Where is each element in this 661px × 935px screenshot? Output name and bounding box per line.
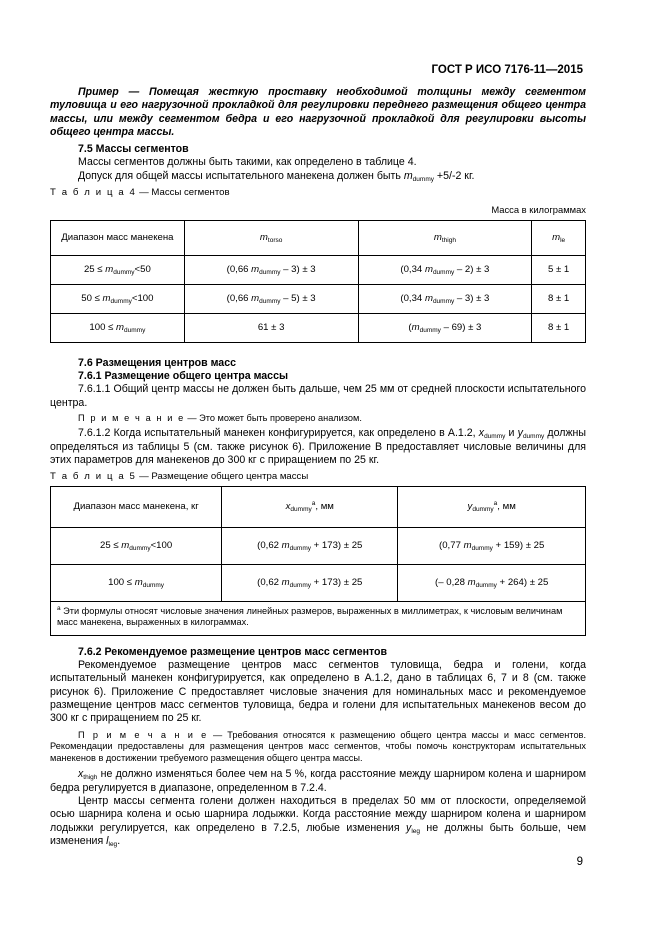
cell-text: Диапазон масс манекена	[61, 232, 174, 244]
footnote-marker: a	[493, 499, 498, 507]
table-cell	[51, 564, 222, 601]
cell-symbol: m	[134, 576, 143, 588]
cell-text-tail: <50	[134, 264, 151, 276]
table-cell	[358, 313, 532, 342]
section-7-6-2-heading: 7.6.2 Рекомендуемое размещение центров масс сегментов	[78, 645, 388, 658]
cell-text: 100 ≤	[108, 576, 135, 588]
cell-symbol: m	[424, 264, 433, 276]
cell-text-tail: + 173) ± 25	[310, 539, 363, 551]
table-cell	[51, 284, 185, 313]
table-row	[51, 527, 586, 564]
cell-text: 100 ≤	[89, 322, 117, 334]
cell-symbol: m	[105, 264, 114, 276]
table-row	[51, 564, 586, 601]
table-4-header-cell	[532, 220, 586, 255]
table-row	[51, 255, 586, 284]
table-cell	[184, 284, 358, 313]
cell-text-tail: , мм	[315, 500, 334, 512]
table-cell	[398, 527, 586, 564]
cell-text-tail: , мм	[497, 500, 516, 512]
cell-symbol: m	[251, 264, 260, 276]
table-cell	[398, 564, 586, 601]
page-number: 9	[576, 856, 583, 868]
cell-text-tail: – 3) ± 3	[454, 293, 490, 305]
section-7-5-paragraph-1: Массы сегментов должны быть такими, как определено в таблице 4.	[78, 156, 417, 169]
section-7-6-1-2-paragraph: 7.6.1.2 Когда испытательный манекен конфигурируется, как определено в А.1.2, $x_{dummy}$ и $y_{dummy}$ должны определяться из таблицы 5 (см. также рисунок 6). Приложение В предоставляет числовые величины для этих параметров для манекенов до 300 кг с приращением по 25 кг.	[50, 427, 586, 467]
cell-text: 5 ± 1	[548, 264, 570, 276]
cell-subscript: dummy	[432, 298, 455, 306]
table-cell	[184, 313, 358, 342]
table-cell	[358, 255, 532, 284]
cell-text: 50 ≤	[81, 293, 103, 305]
cell-text: 25 ≤	[99, 539, 122, 551]
cell-subscript: dummy	[289, 581, 311, 589]
cell-subscript: dummy	[432, 269, 455, 277]
cell-subscript: dummy	[419, 327, 441, 335]
table-cell	[532, 255, 586, 284]
cell-symbol: y	[467, 500, 473, 512]
cell-text: 8 ± 1	[548, 322, 570, 334]
cell-subscript: dummy	[142, 581, 165, 589]
cell-symbol: m	[552, 232, 561, 244]
cell-text-tail: – 3) ± 3	[280, 264, 316, 276]
cell-text: (0,62	[257, 539, 282, 551]
cell-text-tail: – 2) ± 3	[454, 264, 490, 276]
table-4-unit-note: Масса в килограммах	[491, 204, 586, 216]
section-7-6-heading: 7.6 Размещения центров масс	[78, 356, 236, 369]
cell-subscript: thigh	[441, 237, 456, 245]
table-5-footnote: $^a$ Эти формулы относят числовые значения линейных размеров, выраженных в миллиметрах, к числовым величинам масс манекена, выраженных в килограммах.	[51, 601, 586, 635]
cell-subscript: dummy	[289, 544, 311, 552]
cell-text-tail: + 264) ± 25	[496, 576, 549, 588]
cell-text-tail: – 69) ± 3	[440, 322, 482, 334]
cell-text: (0,77	[439, 539, 464, 551]
example-paragraph: Пример — Помещая жесткую проставку необходимой толщины между сегментом туловища и его нагрузочной прокладкой для регулировки переднего размещения общего центра массы, или между сегментом бедра и его нагрузочной прокладкой для регулировки высоты общего центра массы.	[50, 86, 586, 138]
cell-subscript: dummy	[471, 544, 493, 552]
cell-symbol: m	[121, 539, 130, 551]
cell-text-tail: + 159) ± 25	[492, 539, 545, 551]
table-cell	[222, 527, 398, 564]
cell-symbol: x	[285, 500, 291, 512]
cell-subscript: torso	[267, 237, 283, 245]
cell-text: (0,34	[400, 293, 425, 305]
cell-text-tail: + 173) ± 25	[310, 576, 363, 588]
table-row	[51, 284, 586, 313]
page-content	[50, 86, 586, 848]
table-4-header-row	[51, 220, 586, 255]
cell-text: 61 ± 3	[257, 322, 285, 334]
cell-text: (0,66	[226, 264, 252, 276]
cell-subscript: dummy	[259, 269, 281, 277]
section-7-6-1-1-paragraph: 7.6.1.1 Общий центр массы не должен быть дальше, чем 25 мм от средней плоскости испытательного центра.	[50, 383, 586, 409]
cell-symbol: m	[281, 539, 290, 551]
cell-text-tail: – 5) ± 3	[280, 293, 316, 305]
table-5-header-row	[51, 486, 586, 527]
table-4-header-cell	[184, 220, 358, 255]
footnote-marker: a	[311, 499, 316, 507]
table-cell	[51, 527, 222, 564]
cell-subscript: dummy	[259, 298, 281, 306]
section-7-6-1-note: П р и м е ч а н и е — Это может быть проверено анализом.	[78, 412, 362, 423]
table-4	[50, 220, 586, 343]
section-7-6-2-paragraph-1: Рекомендуемое размещение центров масс сегментов туловища, бедра и голени, когда испытательный манекен конфигурируется, как определено в А.1.2, дано в таблицах 6, 7 и 8 (см. также рисунок 6). Приложение С предоставляет числовые значения для номинальных масс и рекомендуемое размещение центров масс сегментов туловища, бедра и голени для испытательных манекенов весом до 300 кг с приращением по 25 кг.	[50, 659, 586, 725]
cell-symbol: m	[424, 293, 433, 305]
cell-subscript: dummy	[113, 269, 135, 277]
cell-subscript: le	[560, 237, 566, 245]
cell-text: (0,34	[400, 264, 425, 276]
table-cell	[184, 255, 358, 284]
cell-symbol: m	[433, 232, 442, 244]
table-5-footnote-row	[51, 601, 586, 635]
table-4-caption: Т а б л и ц а 4 — Массы сегментов	[50, 187, 230, 199]
table-4-body	[51, 255, 586, 342]
table-4-header-cell	[51, 220, 185, 255]
table-cell	[51, 255, 185, 284]
cell-text: 8 ± 1	[548, 293, 570, 305]
cell-symbol: m	[281, 576, 290, 588]
section-7-6-1-heading: 7.6.1 Размещение общего центра массы	[78, 369, 289, 382]
cell-text: (0,66	[226, 293, 252, 305]
cell-text-tail: <100	[150, 539, 173, 551]
section-7-6-2-paragraph-2: $x_{thigh}$ не должно изменяться более чем на 5 %, когда расстояние между шарниром колена и шарниром бедра регулируется в диапазоне, определенном в 7.2.4.	[50, 768, 586, 794]
cell-symbol: m	[102, 293, 111, 305]
table-cell	[358, 284, 532, 313]
section-7-5-paragraph-2: Допуск для общей массы испытательного манекена должен быть $m_{dummy} +5/-2$ кг.	[78, 169, 475, 183]
cell-text: (– 0,28	[435, 576, 468, 588]
table-row	[51, 313, 586, 342]
cell-subscript: dummy	[475, 581, 497, 589]
cell-subscript: dummy	[472, 505, 494, 513]
table-5-header-cell	[51, 486, 222, 527]
section-7-6-2-paragraph-3: Центр массы сегмента голени должен находиться в пределах 50 мм от плоскости, определяемой осью шарнира колена и осью шарнира лодыжки. Когда расстояние между шарниром колена и шарниром лодыжки регулируется, как определено в 7.2.5, любые изменения $y_{leg}$ не должны быть больше, чем изменения $l_{leg}$.	[50, 794, 586, 848]
table-5-caption: Т а б л и ц а 5 — Размещение общего центра массы	[50, 471, 309, 483]
cell-symbol: m	[411, 322, 420, 334]
table-cell	[51, 313, 185, 342]
cell-text: (0,62	[257, 576, 282, 588]
cell-symbol: m	[251, 293, 260, 305]
cell-text: Диапазон масс манекена, кг	[73, 500, 199, 512]
table-5	[50, 486, 586, 636]
table-5-header-cell	[398, 486, 586, 527]
cell-text: (	[408, 322, 412, 334]
standard-header: ГОСТ Р ИСО 7176-11—2015	[431, 64, 583, 76]
table-cell	[222, 564, 398, 601]
section-7-5-heading: 7.5 Массы сегментов	[78, 143, 189, 156]
table-4-header-cell	[358, 220, 532, 255]
cell-symbol: m	[116, 322, 125, 334]
table-5-header-cell	[222, 486, 398, 527]
cell-symbol: m	[467, 576, 476, 588]
cell-text-tail: <100	[131, 293, 154, 305]
cell-subscript: dummy	[129, 544, 151, 552]
cell-text: 25 ≤	[83, 264, 106, 276]
cell-subscript: dummy	[290, 505, 312, 513]
cell-subscript: dummy	[110, 298, 132, 306]
table-cell	[532, 284, 586, 313]
table-5-body	[51, 527, 586, 601]
cell-symbol: m	[463, 539, 472, 551]
cell-subscript: dummy	[124, 327, 146, 335]
table-cell	[532, 313, 586, 342]
cell-symbol: m	[259, 232, 268, 244]
section-7-6-2-note: П р и м е ч а н и е — Требования относятся к размещению общего центра массы и масс сегментов. Рекомендации предоставлены для размещения центров масс сегментов, чтобы помочь конструкторам испытательных манекенов в достижении требуемого размещения общего центра массы.	[50, 729, 586, 763]
